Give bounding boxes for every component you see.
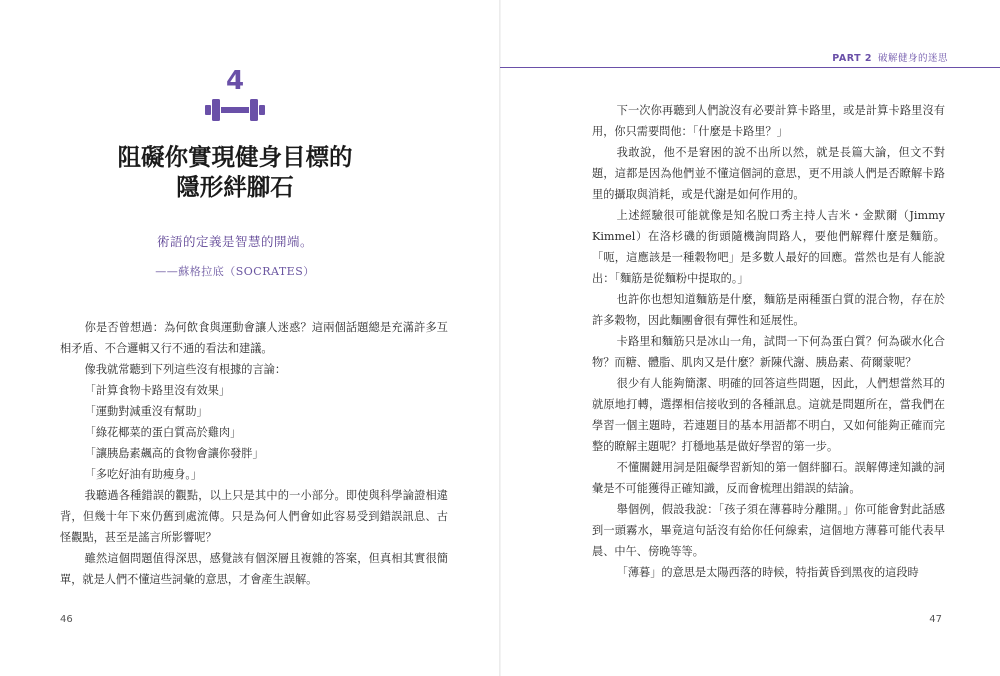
- paragraph: 你是否曾想過：為何飲食與運動會讓人迷惑？這兩個話題總是充滿許多互相矛盾、不合邏輯又行不通的看法和建議。: [60, 321, 448, 355]
- list-item: 「綠花椰菜的蛋白質高於雞肉」: [84, 426, 242, 439]
- paragraph: 我敢說，他不是窘困的說不出所以然，就是長篇大論，但文不對題，這都是因為他們並不懂這個詞的意思，更不用談人們是否瞭解卡路里的攝取與消耗，或是代謝是如何作用的。: [592, 146, 945, 201]
- paragraph: 上述經驗很可能就像是知名脫口秀主持人吉米・金默爾（Jimmy Kimmel）在洛杉磯的街頭隨機詢問路人，要他們解釋什麼是麵筋。「呃，這應該是一種穀物吧」是多數人最好的回應。當然也是有人能說出：「麵筋是從麵粉中提取的。」: [592, 209, 945, 285]
- chapter-title: [0, 142, 470, 202]
- page-number-right: 47: [929, 614, 942, 625]
- list-item: 「讓胰島素飆高的食物會讓你發胖」: [84, 447, 264, 460]
- running-head-title: 破解健身的迷思: [877, 53, 948, 64]
- paragraph: 很少有人能夠簡潔、明確的回答這些問題，因此，人們想當然耳的就原地打轉，選擇相信接收到的各種訊息。這就是問題所在，當我們在學習一個主題時，若連題目的基本用語都不明白，又如何能夠正確而完整的瞭解主題呢？打穩地基是做好學習的第一步。: [592, 377, 945, 453]
- chapter-title-line-2: 隱形絆腳石: [176, 173, 294, 201]
- running-head: [832, 50, 948, 64]
- paragraph: 舉個例，假設我說：「孩子須在薄暮時分離開。」你可能會對此話感到一頭霧水，畢竟這句話沒有給你任何線索，這個地方薄暮可能代表早晨、中午、傍晚等等。: [592, 503, 945, 558]
- epigraph-attribution: ——蘇格拉底（SOCRATES）: [155, 265, 315, 278]
- paragraph: 下一次你再聽到人們說沒有必要計算卡路里，或是計算卡路里沒有用，你只需要問他：「什麼是卡路里？」: [592, 104, 945, 138]
- list-item: 「計算食物卡路里沒有效果」: [84, 384, 231, 397]
- running-head-part: PART 2: [832, 53, 872, 64]
- chapter-number: 4: [225, 66, 245, 96]
- paragraph: 我聽過各種錯誤的觀點，以上只是其中的一小部分。即使與科學論證相違背，但幾十年下來仍舊到處流傳。只是為何人們會如此容易受到錯誤訊息、古怪觀點，甚至是謠言所影響呢？: [60, 489, 448, 544]
- paragraph: 雖然這個問題值得深思，感覺該有個深層且複雜的答案，但真相其實很簡單，就是人們不懂這些詞彙的意思，才會產生誤解。: [60, 552, 448, 586]
- paragraph: 卡路里和麵筋只是冰山一角，試問一下何為蛋白質？何為碳水化合物？而糖、體脂、肌肉又是什麼？新陳代謝、胰島素、荷爾蒙呢？: [592, 335, 945, 369]
- epigraph-quote: 術語的定義是智慧的開端。: [156, 234, 313, 249]
- list-item: 「多吃好油有助瘦身。」: [84, 468, 203, 481]
- paragraph: 不懂關鍵用詞是阻礙學習新知的第一個絆腳石。誤解傳達知識的詞彙是不可能獲得正確知識，反而會梳理出錯誤的結論。: [592, 461, 945, 495]
- left-body-text: [60, 317, 448, 590]
- paragraph: 也許你也想知道麵筋是什麼，麵筋是兩種蛋白質的混合物，存在於許多穀物，因此麵團會很有彈性和延展性。: [592, 293, 945, 327]
- paragraph: 「薄暮」的意思是太陽西落的時候，特指黃昏到黑夜的這段時: [616, 566, 919, 579]
- dumbbell-icon: [205, 96, 265, 124]
- list-item: 「運動對減重沒有幫助」: [84, 405, 208, 418]
- paragraph: 像我就常聽到下列這些沒有根據的言論：: [84, 363, 287, 376]
- page-number-left: 46: [60, 614, 73, 625]
- header-rule: [500, 67, 1000, 68]
- chapter-title-line-1: 阻礙你實現健身目標的: [117, 143, 353, 171]
- right-body-text: [592, 100, 945, 583]
